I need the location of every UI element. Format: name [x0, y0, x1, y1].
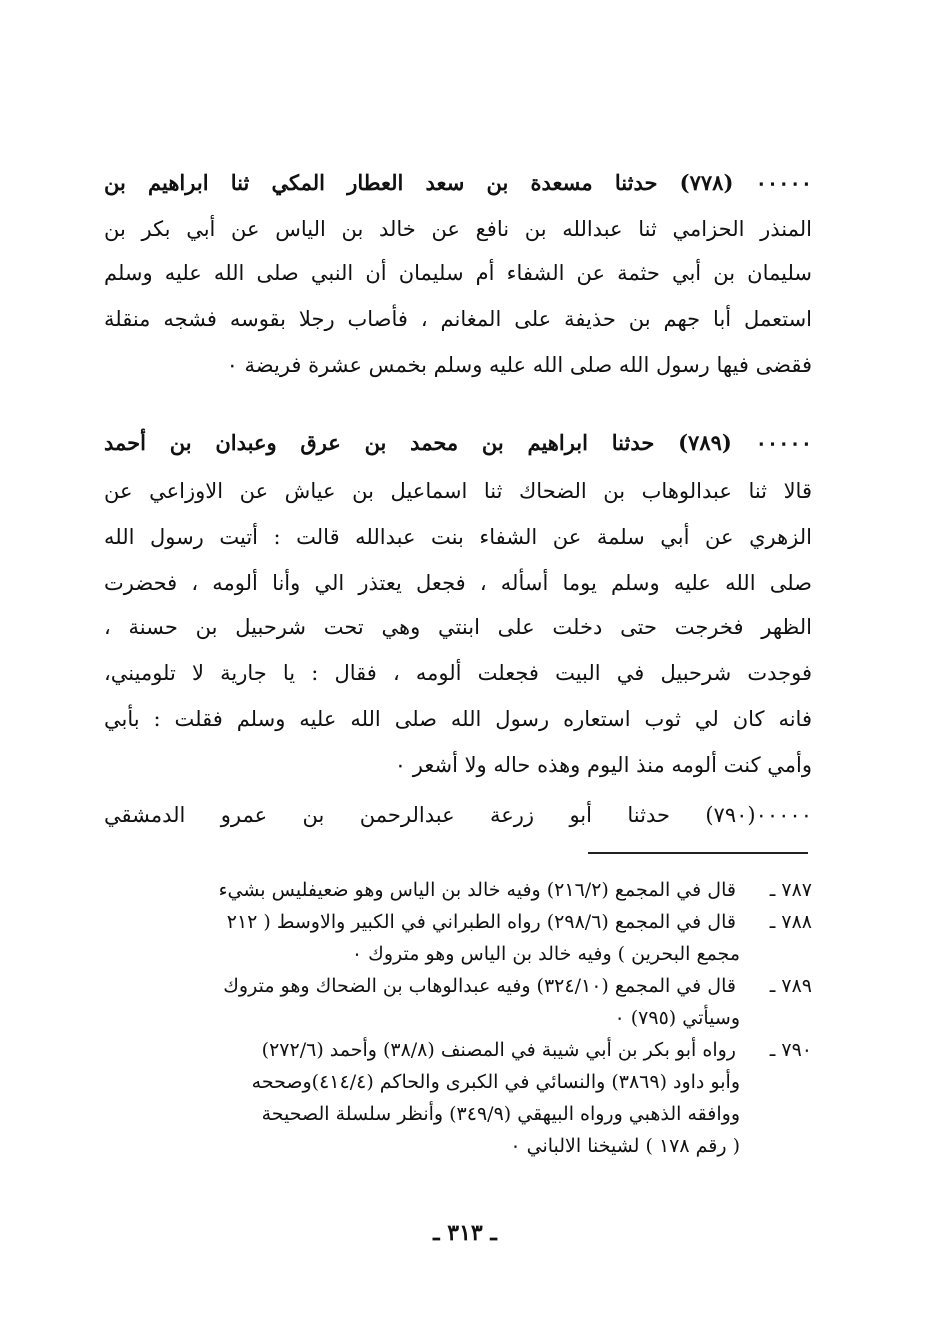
- hadith-789-line-3: الزهري عن أبي سلمة عن الشفاء بنت عبدالله قالت : أتيت رسول الله: [104, 525, 812, 549]
- footnote-text: قال في المجمع (٢٩٨/٦) رواه الطبراني في الكبير والاوسط ( ٢١٢: [226, 911, 736, 933]
- hadith-789-line-2: قالا ثنا عبدالوهاب بن الضحاك ثنا اسماعيل بن عياش عن الاوزاعي عن: [104, 479, 812, 503]
- footnote-number: ٧٨٩ ـ: [769, 975, 812, 997]
- hadith-789-line-1: ٠٠٠٠٠ (٧٨٩) حدثنا ابراهيم بن محمد بن عرق وعبدان بن أحمد: [104, 430, 812, 455]
- footnote-789-cont: وسيأتي (٧٩٥) ٠: [614, 1007, 740, 1029]
- hadith-778-line-2: المنذر الحزامي ثنا عبدالله بن نافع عن خالد بن الياس عن أبي بكر بن: [104, 217, 812, 241]
- footnote-790-cont-2: ووافقه الذهبي ورواه البيهقي (٣٤٩/٩) وأنظر سلسلة الصحيحة: [261, 1103, 740, 1125]
- hadith-790-line-1: ٠٠٠٠٠(٧٩٠) حدثنا أبو زرعة عبدالرحمن بن عمرو الدمشقي: [104, 803, 812, 827]
- hadith-778-line-1: ٠٠٠٠٠ (٧٧٨) حدثنا مسعدة بن سعد العطار المكي ثنا ابراهيم بن: [104, 170, 812, 195]
- footnote-787: [104, 876, 812, 906]
- page-number: ـ ٣١٣ ـ: [433, 1220, 497, 1246]
- hadith-789-line-6: فوجدت شرحبيل في البيت فجعلت ألومه ، فقال : يا جارية لا تلوميني،: [104, 661, 812, 685]
- footnote-790: [104, 1036, 812, 1066]
- footnote-790-cont-1: وأبو داود (٣٨٦٩) والنسائي في الكبرى والحاكم (٤١٤/٤)وصححه: [251, 1071, 740, 1093]
- footnote-number: ٧٨٧ ـ: [769, 879, 812, 901]
- footnote-text: قال في المجمع (٣٢٤/١٠) وفيه عبدالوهاب بن الضحاك وهو متروك: [223, 975, 736, 997]
- footnote-790-cont-3: ( رقم ١٧٨ ) لشيخنا الالباني ٠: [510, 1135, 740, 1157]
- footnote-number: ٧٩٠ ـ: [769, 1039, 812, 1061]
- footnote-text: رواه أبو بكر بن أبي شيبة في المصنف (٣٨/٨) وأحمد (٢٧٢/٦): [261, 1039, 736, 1061]
- footnote-text: قال في المجمع (٢١٦/٢) وفيه خالد بن الياس وهو ضعيفليس بشيء: [218, 879, 736, 901]
- footnote-788-cont: مجمع البحرين ) وفيه خالد بن الياس وهو متروك ٠: [351, 943, 740, 965]
- footnote-number: ٧٨٨ ـ: [769, 911, 812, 933]
- hadith-789-line-7: فانه كان لي ثوب استعاره رسول الله صلى الله عليه وسلم فقلت : بأبي: [104, 707, 812, 731]
- hadith-789-line-8: وأمي كنت ألومه منذ اليوم وهذه حاله ولا أشعر ٠: [394, 753, 812, 777]
- hadith-789-line-5: الظهر فخرجت حتى دخلت على ابنتي وهي تحت شرحبيل بن حسنة ،: [104, 615, 812, 639]
- footnote-789: [104, 972, 812, 1002]
- hadith-778-line-3: سليمان بن أبي حثمة عن الشفاء أم سليمان أن النبي صلى الله عليه وسلم: [104, 261, 812, 285]
- footnote-788: [104, 908, 812, 938]
- footnote-divider: [588, 852, 808, 854]
- hadith-778-line-5: فقضى فيها رسول الله صلى الله عليه وسلم بخمس عشرة فريضة ٠: [226, 353, 812, 377]
- hadith-789-line-4: صلى الله عليه وسلم يوما أسأله ، فجعل يعتذر الي وأنا ألومه ، فحضرت: [104, 571, 812, 595]
- hadith-778-line-4: استعمل أبا جهم بن حذيفة على المغانم ، فأصاب رجلا بقوسه فشجه منقلة: [104, 307, 812, 331]
